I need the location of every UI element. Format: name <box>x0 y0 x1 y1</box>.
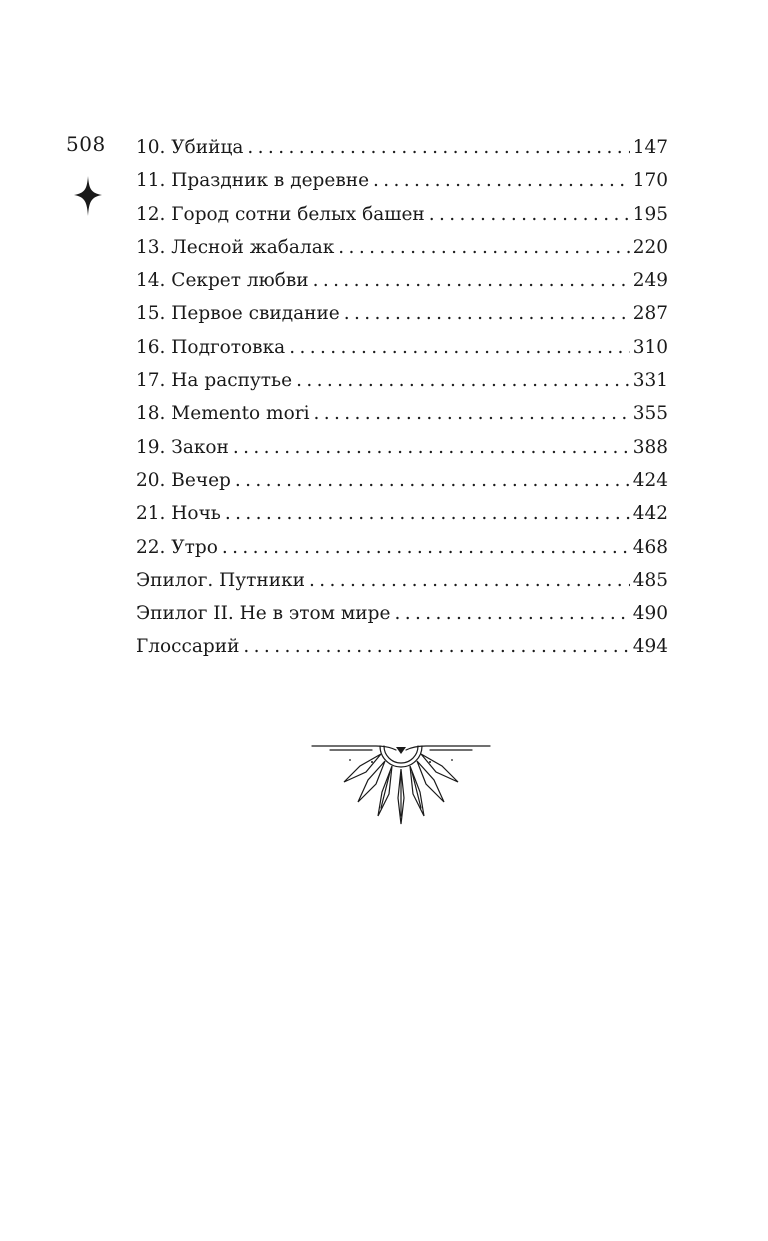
toc-entry-page: 468 <box>632 536 668 558</box>
toc-entry-page: 170 <box>632 170 668 192</box>
dot-leader <box>394 597 629 630</box>
four-point-star-icon <box>74 176 102 216</box>
toc-entry-page: 287 <box>632 303 668 325</box>
dot-leader <box>225 497 630 530</box>
toc-entry-title: 18. Memento mori <box>136 403 310 425</box>
dot-leader <box>313 264 630 297</box>
toc-entry <box>136 630 668 663</box>
toc-entry <box>136 431 668 464</box>
toc-entry-page: 355 <box>632 403 668 425</box>
toc-entry-title: 10. Убийца <box>136 137 244 158</box>
dot-leader <box>429 198 630 231</box>
dot-leader <box>289 331 630 364</box>
toc-entry-title: 16. Подготовка <box>136 336 286 358</box>
toc-entry <box>136 297 668 330</box>
toc-entry-page: 331 <box>632 370 668 392</box>
toc-entry <box>136 597 668 630</box>
toc-entry-page: 494 <box>632 636 668 658</box>
toc-entry <box>136 264 668 297</box>
toc-entry <box>136 531 668 564</box>
dot-leader <box>373 164 630 197</box>
dot-leader <box>233 431 630 464</box>
toc-entry-title: 15. Первое свидание <box>136 303 340 325</box>
toc-entry-title: 19. Закон <box>136 436 229 458</box>
toc-entry-page: 249 <box>632 270 668 292</box>
toc-entry-title: 20. Вечер <box>136 469 231 491</box>
toc-entry <box>136 331 668 364</box>
dot-leader <box>338 231 629 264</box>
toc-entry-title: 14. Секрет любви <box>136 270 309 292</box>
dot-leader <box>314 397 630 430</box>
toc-entry <box>136 131 668 164</box>
dot-leader <box>309 564 630 597</box>
toc-entry <box>136 464 668 497</box>
toc-entry-page: 310 <box>632 336 668 358</box>
toc-entry-title: Глоссарий <box>136 636 240 658</box>
toc-entry-title: 22. Утро <box>136 536 218 558</box>
toc-entry-title: Эпилог II. Не в этом мире <box>136 603 391 625</box>
toc-entry-title: 21. Ночь <box>136 503 221 525</box>
dot-leader <box>235 464 630 497</box>
toc-entry-page: 220 <box>632 236 668 258</box>
page-number: 508 <box>66 132 106 156</box>
toc-entry <box>136 364 668 397</box>
toc-entry-title: 13. Лесной жабалак <box>136 236 335 258</box>
dot-leader <box>243 630 629 663</box>
toc-entry <box>136 198 668 231</box>
toc-entry-page: 424 <box>632 469 668 491</box>
toc-entry-page: 485 <box>632 569 668 591</box>
table-of-contents <box>136 131 668 664</box>
rising-sun-icon <box>310 738 492 830</box>
toc-entry-page: 388 <box>632 436 668 458</box>
toc-entry-page: 442 <box>632 503 668 525</box>
dot-leader <box>344 297 630 330</box>
dot-leader <box>247 131 629 164</box>
toc-entry <box>136 164 668 197</box>
toc-entry-title: 17. На распутье <box>136 370 293 392</box>
dot-leader <box>296 364 630 397</box>
toc-entry-title: 12. Город сотни белых башен <box>136 203 425 225</box>
toc-entry <box>136 497 668 530</box>
toc-entry-page: 490 <box>632 603 668 625</box>
toc-entry <box>136 564 668 597</box>
toc-entry-title: 11. Праздник в деревне <box>136 170 370 192</box>
toc-entry-title: Эпилог. Путники <box>136 569 305 591</box>
toc-entry-page: 147 <box>632 137 668 158</box>
dot-leader <box>222 531 630 564</box>
toc-entry <box>136 231 668 264</box>
toc-entry <box>136 397 668 430</box>
toc-entry-page: 195 <box>632 203 668 225</box>
